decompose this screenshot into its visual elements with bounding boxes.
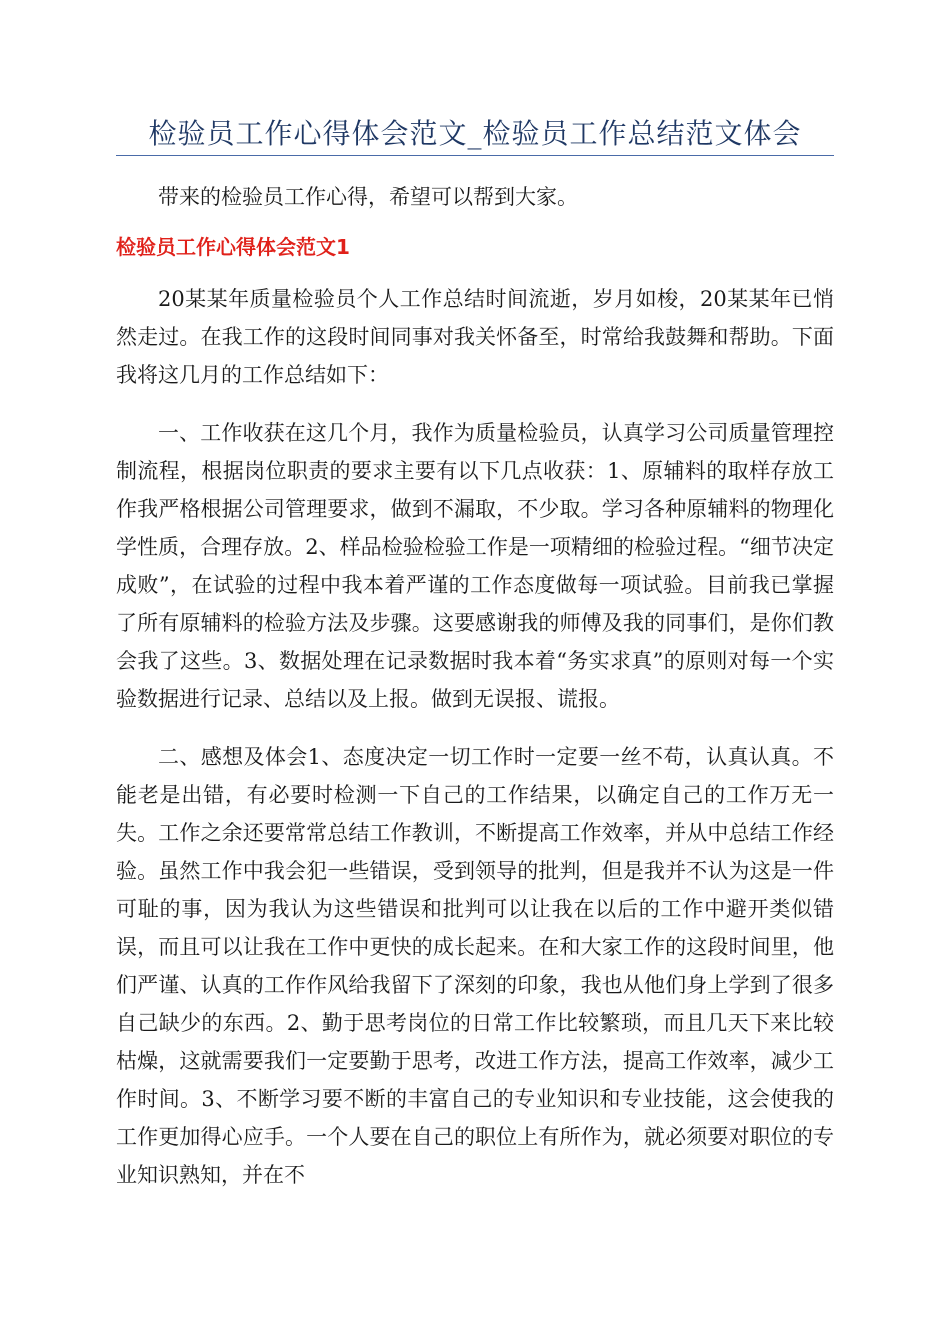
body-paragraph-2: 一、工作收获在这几个月，我作为质量检验员，认真学习公司质量管理控制流程，根据岗位职责的要求主要有以下几点收获：1、原辅料的取样存放工作我严格根据公司管理要求，做到不漏取，不少取。学习各种原辅料的物理化学性质，合理存放。2、样品检验检验工作是一项精细的检验过程。“细节决定成败”，在试验的过程中我本着严谨的工作态度做每一项试验。目前我已掌握了所有原辅料的检验方法及步骤。这要感谢我的师傅及我的同事们，是你们教会我了这些。3、数据处理在记录数据时我本着“务实求真”的原则对每一个实验数据进行记录、总结以及上报。做到无误报、谎报。: [116, 421, 834, 711]
intro-paragraph: 带来的检验员工作心得，希望可以帮到大家。: [158, 185, 578, 209]
body-paragraph-1: 20某某年质量检验员个人工作总结时间流逝，岁月如梭，20某某年已悄然走过。在我工作的这段时间同事对我关怀备至，时常给我鼓舞和帮助。下面我将这几月的工作总结如下：: [116, 287, 834, 387]
document-body: [116, 178, 834, 1194]
title-underline: [116, 155, 834, 156]
section-heading: 检验员工作心得体会范文1: [116, 235, 350, 259]
document-title: 检验员工作心得体会范文_检验员工作总结范文体会: [148, 117, 802, 150]
body-paragraph-3: 二、感想及体会1、态度决定一切工作时一定要一丝不苟，认真认真。不能老是出错，有必要时检测一下自己的工作结果，以确定自己的工作万无一失。工作之余还要常常总结工作教训，不断提高工作效率，并从中总结工作经验。虽然工作中我会犯一些错误，受到领导的批判，但是我并不认为这是一件可耻的事，因为我认为这些错误和批判可以让我在以后的工作中避开类似错误，而且可以让我在工作中更快的成长起来。在和大家工作的这段时间里，他们严谨、认真的工作作风给我留下了深刻的印象，我也从他们身上学到了很多自己缺少的东西。2、勤于思考岗位的日常工作比较繁琐，而且几天下来比较枯燥，这就需要我们一定要勤于思考，改进工作方法，提高工作效率，减少工作时间。3、不断学习要不断的丰富自己的专业知识和专业技能，这会使我的工作更加得心应手。一个人要在自己的职位上有所作为，就必须要对职位的专业知识熟知，并在不: [116, 745, 834, 1187]
